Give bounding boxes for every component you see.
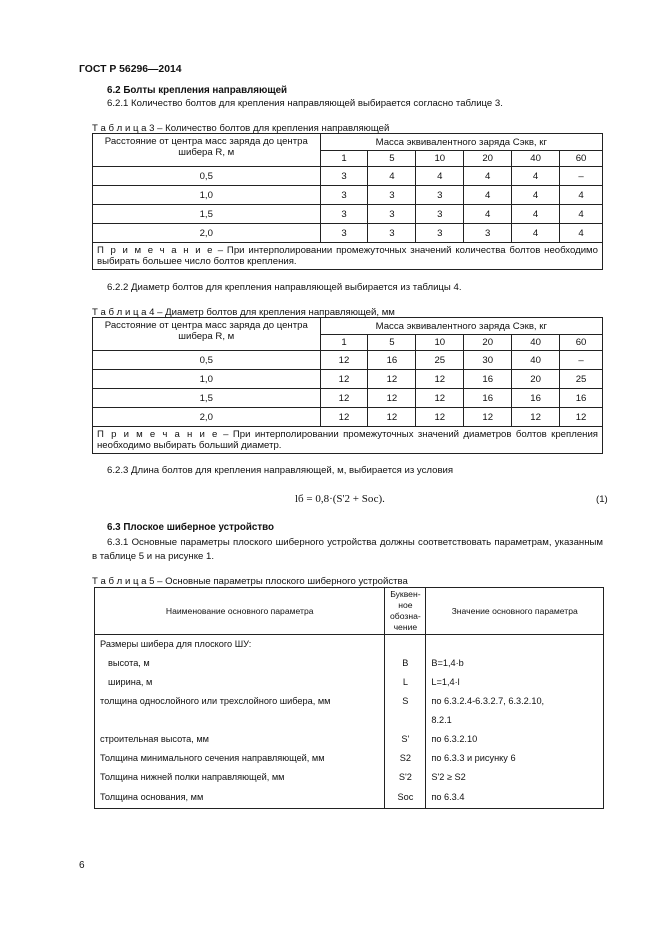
table5-symbol: S <box>385 692 426 711</box>
table3-mass-value: 20 <box>464 151 512 167</box>
table5-caption-text: 5 – Основные параметры плоского шиберного устройства <box>149 576 408 587</box>
table3-r: 2,0 <box>93 224 321 243</box>
table5-name: Толщина нижней полки направляющей, мм <box>95 768 385 787</box>
table5-value: B=1,4·b <box>426 654 604 673</box>
table4-cell: 12 <box>368 408 416 427</box>
table5-symbol: L <box>385 673 426 692</box>
table3-cell: 3 <box>464 224 512 243</box>
table3-r: 1,5 <box>93 205 321 224</box>
paragraph-6-2-1: 6.2.1 Количество болтов для крепления направляющей выбирается согласно таблице 3. <box>107 98 503 109</box>
table-4 <box>92 317 603 454</box>
table5-symbol: S'2 <box>385 768 426 787</box>
table-5 <box>94 587 604 809</box>
table4-mass-value: 40 <box>512 335 560 351</box>
table3-r: 1,0 <box>93 186 321 205</box>
table5-name <box>95 711 385 730</box>
table-row <box>93 167 603 186</box>
table3-cell: 4 <box>512 205 560 224</box>
table3-caption-label: Т а б л и ц а <box>92 123 147 134</box>
table5-value: по 6.3.2.10 <box>426 730 604 749</box>
table3-mass-value: 10 <box>416 151 464 167</box>
table3-cell: 3 <box>368 205 416 224</box>
table5-symbol: B <box>385 654 426 673</box>
table4-r: 0,5 <box>93 351 321 370</box>
table-row <box>95 673 604 692</box>
table4-cell: – <box>560 351 603 370</box>
table3-cell: 4 <box>560 205 603 224</box>
table4-cell: 12 <box>416 408 464 427</box>
table-row <box>95 730 604 749</box>
table3-mass-value: 5 <box>368 151 416 167</box>
table-row <box>95 635 604 654</box>
table-3 <box>92 133 603 270</box>
table4-mass-value: 60 <box>560 335 603 351</box>
table-row <box>95 692 604 711</box>
table4-r: 1,0 <box>93 370 321 389</box>
table4-r: 1,5 <box>93 389 321 408</box>
table4-cell: 12 <box>320 408 368 427</box>
table3-cell: 4 <box>464 205 512 224</box>
table4-cell: 25 <box>416 351 464 370</box>
table4-cell: 12 <box>560 408 603 427</box>
table3-cell: 3 <box>416 186 464 205</box>
table3-note <box>93 243 603 270</box>
table-row <box>95 654 604 673</box>
table5-name: Толщина минимального сечения направляющей, мм <box>95 749 385 768</box>
table4-cell: 12 <box>320 370 368 389</box>
table4-cell: 12 <box>368 370 416 389</box>
table4-cell: 40 <box>512 351 560 370</box>
table5-value: L=1,4·l <box>426 673 604 692</box>
table5-value: 8.2.1 <box>426 711 604 730</box>
table3-cell: 4 <box>560 186 603 205</box>
table5-value: по 6.3.3 и рисунку 6 <box>426 749 604 768</box>
table4-cell: 12 <box>416 389 464 408</box>
table4-cell: 25 <box>560 370 603 389</box>
table5-value: по 6.3.2.4-6.3.2.7, 6.3.2.10, <box>426 692 604 711</box>
table5-name: Размеры шибера для плоского ШУ: <box>95 635 385 654</box>
table4-cell: 16 <box>464 389 512 408</box>
table3-cell: 4 <box>512 167 560 186</box>
table5-symbol <box>385 711 426 730</box>
page-number: 6 <box>79 860 85 871</box>
table5-symbol: Sос <box>385 787 426 809</box>
table3-mass-header: Масса эквивалентного заряда Сэкв, кг <box>320 134 602 151</box>
table5-name: Толщина основания, мм <box>95 787 385 809</box>
table3-cell: 3 <box>416 205 464 224</box>
table-row <box>93 408 603 427</box>
table4-mass-value: 20 <box>464 335 512 351</box>
table5-name: высота, м <box>95 654 385 673</box>
table4-cell: 12 <box>416 370 464 389</box>
table3-note-label: П р и м е ч а н и е <box>97 245 214 256</box>
formula-number: (1) <box>596 494 608 505</box>
table3-cell: 4 <box>512 224 560 243</box>
table5-caption-label: Т а б л и ц а <box>92 576 147 587</box>
table5-name: толщина однослойного или трехслойного шибера, мм <box>95 692 385 711</box>
table5-value: по 6.3.4 <box>426 787 604 809</box>
table3-caption-text: 3 – Количество болтов для крепления направляющей <box>149 123 390 134</box>
table3-cell: – <box>560 167 603 186</box>
table4-mass-value: 10 <box>416 335 464 351</box>
table4-cell: 20 <box>512 370 560 389</box>
table3-cell: 3 <box>320 205 368 224</box>
table5-symbol <box>385 635 426 654</box>
table5-caption <box>92 576 408 587</box>
table4-cell: 16 <box>512 389 560 408</box>
table3-r: 0,5 <box>93 167 321 186</box>
table-row <box>93 186 603 205</box>
table3-cell: 3 <box>368 224 416 243</box>
table4-mass-value: 5 <box>368 335 416 351</box>
table3-mass-value: 60 <box>560 151 603 167</box>
table4-cell: 12 <box>320 351 368 370</box>
table4-r: 2,0 <box>93 408 321 427</box>
table4-cell: 30 <box>464 351 512 370</box>
table-row <box>95 749 604 768</box>
table5-header-symbol: Буквен-ное обозна-чение <box>385 588 426 635</box>
table-row <box>93 224 603 243</box>
table3-cell: 3 <box>416 224 464 243</box>
table3-cell: 4 <box>368 167 416 186</box>
table3-cell: 3 <box>320 224 368 243</box>
paragraph-6-2-2: 6.2.2 Диаметр болтов для крепления направляющей выбирается из таблицы 4. <box>107 282 462 293</box>
table3-note-text: – При интерполировании промежуточных значений количества болтов необходимо выбирать большее число болтов крепления. <box>97 245 598 267</box>
table4-note-text: – При интерполировании промежуточных значений диаметров болтов крепления необходимо выбирать больший диаметр. <box>97 429 599 451</box>
table5-value: S'2 ≥ S2 <box>426 768 604 787</box>
table4-cell: 16 <box>464 370 512 389</box>
table3-cell: 4 <box>560 224 603 243</box>
table5-symbol: S' <box>385 730 426 749</box>
table4-note <box>93 427 603 454</box>
table3-cell: 4 <box>416 167 464 186</box>
table-row <box>95 711 604 730</box>
paragraph-6-2-3: 6.2.3 Длина болтов для крепления направляющей, м, выбирается из условия <box>107 465 454 476</box>
table3-mass-value: 40 <box>512 151 560 167</box>
table-row <box>93 389 603 408</box>
table-row <box>93 370 603 389</box>
table5-symbol: S2 <box>385 749 426 768</box>
paragraph-6-3-1: 6.3.1 Основные параметры плоского шиберного устройства должны соответствовать параметрам, указанным в таблице 5 и на рисунке 1. <box>92 537 603 562</box>
table3-cell: 3 <box>368 186 416 205</box>
table3-cell: 3 <box>320 186 368 205</box>
table4-note-label: П р и м е ч а н и е <box>97 429 219 440</box>
table4-cell: 12 <box>368 389 416 408</box>
table4-caption-label: Т а б л и ц а <box>92 307 147 318</box>
table3-cell: 4 <box>512 186 560 205</box>
table5-name: строительная высота, мм <box>95 730 385 749</box>
table4-mass-header: Масса эквивалентного заряда Сэкв, кг <box>320 318 602 335</box>
table5-header-value: Значение основного параметра <box>426 588 604 635</box>
formula-bolt-length: lб = 0,8·(S'2 + Sос). <box>295 493 385 505</box>
table-row <box>93 205 603 224</box>
table5-name: ширина, м <box>95 673 385 692</box>
section-6-3-heading: 6.3 Плоское шиберное устройство <box>107 522 275 533</box>
table4-cell: 12 <box>464 408 512 427</box>
table-row <box>93 351 603 370</box>
table4-caption-text: 4 – Диаметр болтов для крепления направляющей, мм <box>149 307 395 318</box>
table-row <box>95 768 604 787</box>
section-6-2-heading: 6.2 Болты крепления направляющей <box>107 85 288 96</box>
table3-cell: 4 <box>464 167 512 186</box>
table4-cell: 12 <box>512 408 560 427</box>
table3-mass-value: 1 <box>320 151 368 167</box>
table4-col1-header: Расстояние от центра масс заряда до центра шибера R, м <box>93 318 321 351</box>
table4-cell: 12 <box>320 389 368 408</box>
document-id: ГОСТ Р 56296—2014 <box>79 64 182 75</box>
table-row <box>95 787 604 809</box>
table4-cell: 16 <box>368 351 416 370</box>
table3-cell: 3 <box>320 167 368 186</box>
table3-col1-header: Расстояние от центра масс заряда до центра шибера R, м <box>93 134 321 167</box>
table4-cell: 16 <box>560 389 603 408</box>
table5-value <box>426 635 604 654</box>
table3-cell: 4 <box>464 186 512 205</box>
table5-header-name: Наименование основного параметра <box>95 588 385 635</box>
table4-mass-value: 1 <box>320 335 368 351</box>
